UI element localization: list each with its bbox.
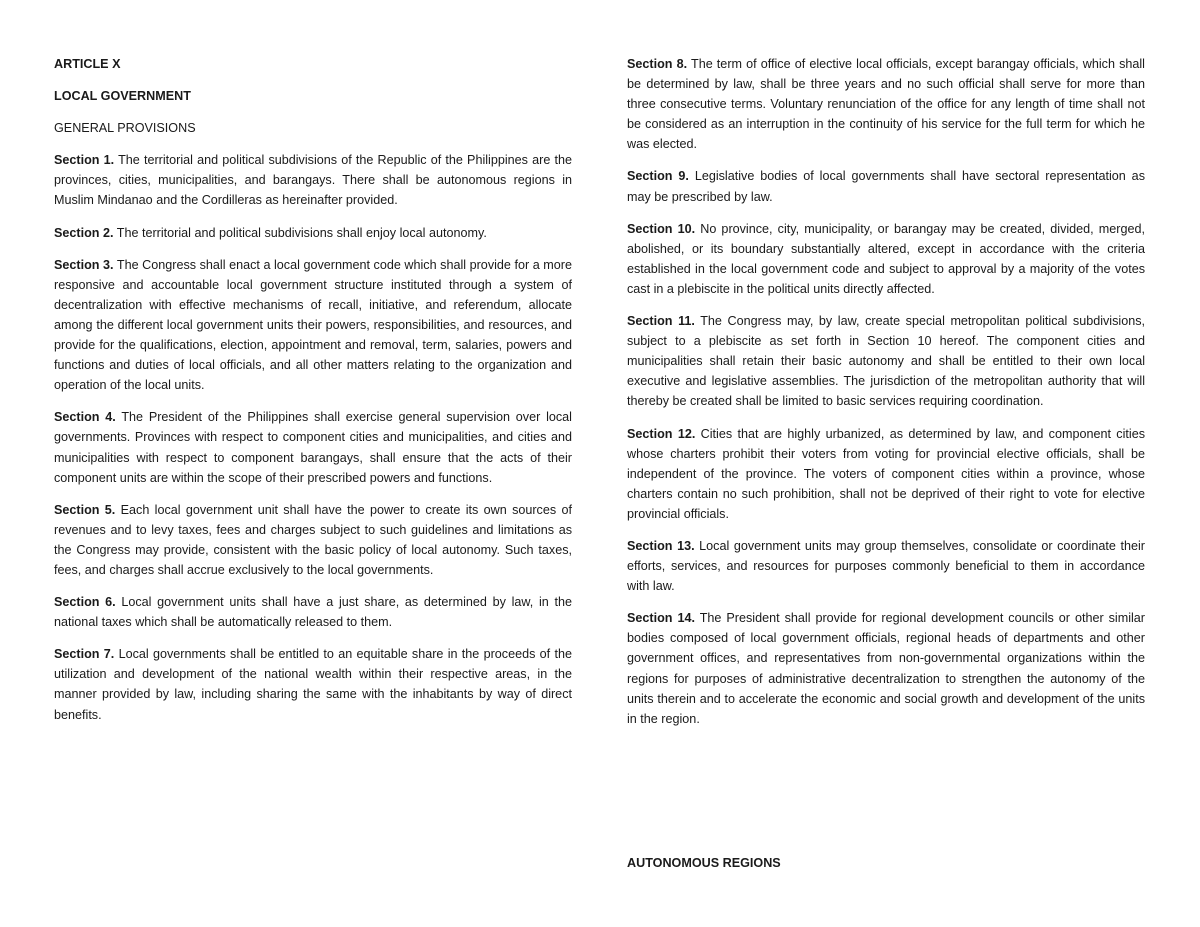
section-text: The territorial and political subdivisions of the Republic of the Philippines are the provinces, cities, municipalities, and barangays. There shall be autonomous regions in Muslim Mindanao and the Cordilleras as hereinafter provided.	[54, 153, 572, 208]
section-11	[627, 311, 1145, 411]
section-text: Local government units may group themselves, consolidate or coordinate their efforts, services, and resources for purposes commonly beneficial to them in accordance with law.	[627, 538, 1145, 594]
section-2	[54, 223, 572, 243]
section-label: Section 4.	[54, 410, 116, 425]
section-5	[54, 500, 572, 580]
section-10	[627, 219, 1145, 299]
section-label: Section 7.	[54, 647, 115, 662]
section-text: The President shall provide for regional development councils or other similar bodies composed of local government officials, regional heads of departments and other government offices, and representatives from non-governmental organizations within the regions for purposes of administrative decentralization to strengthen the autonomy of the units therein and to accelerate the economic and social growth and development of the units in the region.	[627, 611, 1145, 726]
section-3	[54, 255, 572, 396]
part-heading: GENERAL PROVISIONS	[54, 121, 196, 136]
section-label: Section 6.	[54, 595, 116, 610]
section-text: The Congress may, by law, create special metropolitan political subdivisions, subject to a plebiscite as set forth in Section 10 hereof. The component cities and municipalities shall retain their basic autonomy and shall be entitled to their own local executive and legislative assemblies. The jurisdiction of the metropolitan authority that will thereby be created shall be limited to basic services requiring coordination.	[627, 314, 1145, 409]
section-14	[627, 608, 1145, 729]
section-13	[627, 536, 1145, 596]
section-label: Section 8.	[627, 57, 688, 71]
section-label: Section 9.	[627, 169, 689, 184]
article-subtitle: LOCAL GOVERNMENT	[54, 89, 191, 104]
right-column	[627, 54, 1145, 741]
section-text: The Congress shall enact a local government code which shall provide for a more responsive and accountable local government structure instituted through a system of decentralization with effective mechanisms of recall, initiative, and referendum, allocate among the different local government units their powers, responsibilities, and resources, and provide for the qualifications, election, appointment and removal, term, salaries, powers and functions and duties of local officials, and all other matters relating to the organization and operation of the local units.	[54, 257, 572, 393]
section-label: Section 2.	[54, 225, 114, 240]
section-label: Section 5.	[54, 502, 116, 517]
section-8	[627, 54, 1145, 154]
section-text: No province, city, municipality, or barangay may be created, divided, merged, abolished, or its boundary substantially altered, except in accordance with the criteria established in the local government code and subject to approval by a majority of the votes cast in a plebiscite in the political units directly affected.	[627, 221, 1145, 296]
autonomous-regions-heading: AUTONOMOUS REGIONS	[627, 856, 781, 870]
section-text: The term of office of elective local officials, except barangay officials, which shall be determined by law, shall be three years and no such official shall serve for more than three consecutive terms. Voluntary renunciation of the office for any length of time shall not be considered as an interruption in the continuity of his service for the full term for which he was elected.	[627, 57, 1145, 152]
section-label: Section 10.	[627, 221, 696, 236]
section-text: The President of the Philippines shall exercise general supervision over local governments. Provinces with respect to component cities and municipalities, and cities and municipalities with respect to component barangays, shall ensure that the acts of their component units are within the scope of their prescribed powers and functions.	[54, 410, 572, 485]
left-column	[54, 54, 572, 737]
section-9	[627, 166, 1145, 206]
section-text: Local government units shall have a just share, as determined by law, in the national taxes which shall be automatically released to them.	[54, 595, 572, 630]
section-label: Section 11.	[627, 314, 695, 329]
section-label: Section 14.	[627, 611, 695, 626]
section-label: Section 13.	[627, 538, 695, 553]
section-7	[54, 644, 572, 724]
section-12	[627, 424, 1145, 524]
article-title: ARTICLE X	[54, 57, 121, 71]
section-text: Local governments shall be entitled to an equitable share in the proceeds of the utilization and development of the national wealth within their respective areas, in the manner provided by law, including sharing the same with the inhabitants by way of direct benefits.	[54, 647, 572, 722]
section-label: Section 1.	[54, 153, 115, 168]
section-1	[54, 150, 572, 210]
section-label: Section 12.	[627, 426, 696, 441]
section-text: Each local government unit shall have the power to create its own sources of revenues and to levy taxes, fees and charges subject to such guidelines and limitations as the Congress may provide, consistent with the basic policy of local autonomy. Such taxes, fees, and charges shall accrue exclusively to the local governments.	[54, 502, 572, 577]
section-6	[54, 592, 572, 632]
section-text: Cities that are highly urbanized, as determined by law, and component cities whose charters prohibit their voters from voting for provincial elective officials, shall be independent of the province. The voters of component cities within a province, whose charters contain no such prohibition, shall not be deprived of their right to vote for elective provincial officials.	[627, 426, 1145, 521]
section-text: The territorial and political subdivisions shall enjoy local autonomy.	[113, 225, 487, 240]
section-4	[54, 407, 572, 487]
section-text: Legislative bodies of local governments shall have sectoral representation as may be prescribed by law.	[627, 169, 1145, 204]
section-label: Section 3.	[54, 257, 114, 272]
